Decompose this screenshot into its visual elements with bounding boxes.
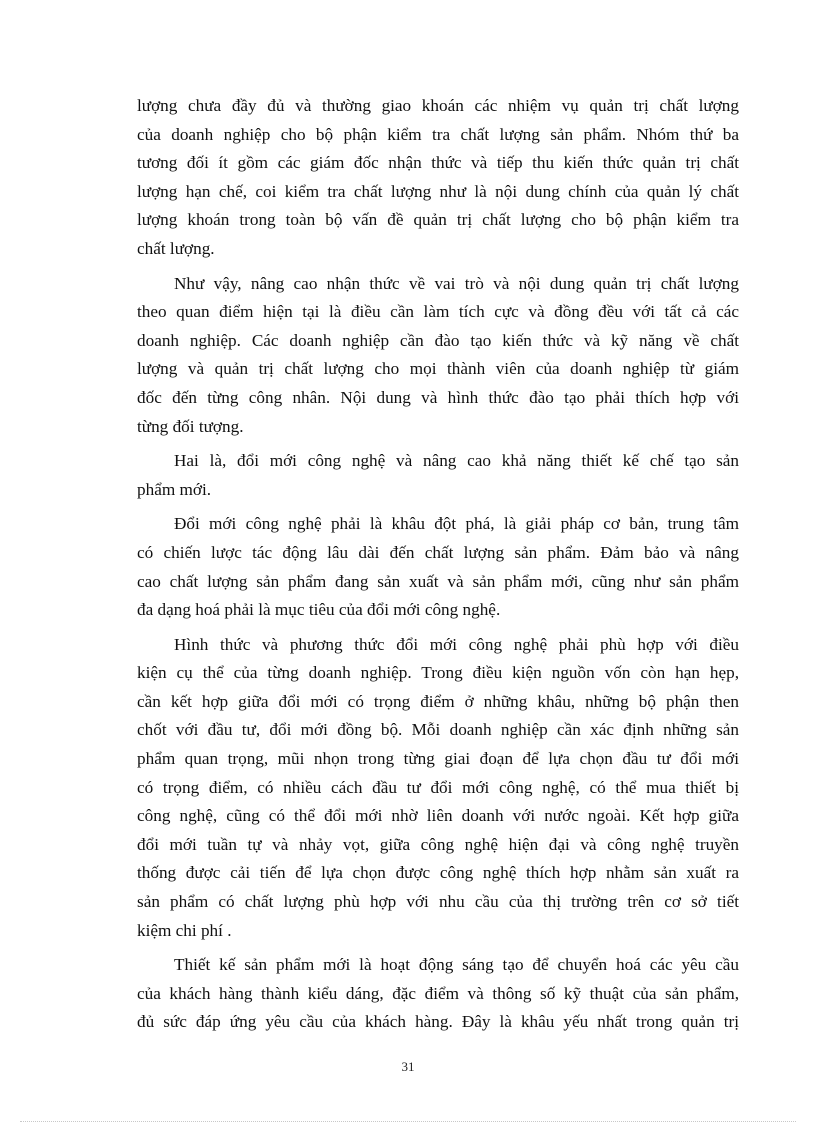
paragraph-line: đa dạng hoá phải là mục tiêu của đổi mới công nghệ. [137,600,501,620]
body-paragraph [137,270,739,442]
paragraph-line: lượng chưa đầy đủ và thường giao khoán các nhiệm vụ quản trị chất lượng [137,96,739,115]
paragraph-line: doanh nghiệp. Các doanh nghiệp cần đào tạo kiến thức và kỹ năng về chất [137,330,739,350]
paragraph-line: kiện cụ thể của từng doanh nghiệp. Trong điều kiện nguồn vốn còn hạn hẹp, [137,663,739,683]
paragraph-line: sản phẩm có chất lượng phù hợp với nhu cầu của thị trường trên cơ sở tiết [137,892,739,912]
paragraph-line: cao chất lượng sản phẩm đang sản xuất và sản phẩm mới, cũng như sản phẩm [137,571,739,591]
body-paragraph [137,510,739,624]
paragraph-line: cần kết hợp giữa đổi mới có trọng điểm ở những khâu, những bộ phận then [137,691,739,711]
document-body [137,92,739,1043]
paragraph-line: kiệm chi phí . [137,920,232,940]
paragraph-line: công nghệ, cũng có thể đổi mới nhờ liên doanh với nước ngoài. Kết hợp giữa [137,806,739,826]
body-paragraph [137,951,739,1037]
paragraph-line: Như vậy, nâng cao nhận thức về vai trò và nội dung quản trị chất lượng [174,273,739,293]
paragraph-line: đổi mới tuần tự và nhảy vọt, giữa công nghệ hiện đại và công nghệ truyền [137,834,739,854]
paragraph-line: tương đối ít gồm các giám đốc nhận thức và tiếp thu kiến thức quản trị chất [137,153,739,173]
paragraph-line: Đổi mới công nghệ phải là khâu đột phá, là giải pháp cơ bản, trung tâm [174,514,739,534]
paragraph-line: chất lượng. [137,238,215,258]
body-paragraph [137,631,739,946]
paragraph-line: theo quan điểm hiện tại là điều cần làm tích cực và đồng đều với tất cả các [137,302,739,322]
paragraph-line: Thiết kế sản phẩm mới là hoạt động sáng tạo để chuyển hoá các yêu cầu [174,955,739,975]
paragraph-line: lượng khoán trong toàn bộ vấn đề quản trị chất lượng cho bộ phận kiểm tra [137,210,739,230]
paragraph-line: chốt với đầu tư, đổi mới đồng bộ. Mỗi doanh nghiệp cần xác định những sản [137,720,739,740]
paragraph-line: lượng hạn chế, coi kiểm tra chất lượng như là nội dung chính của quản lý chất [137,181,739,201]
paragraph-line: phẩm mới. [137,479,212,499]
paragraph-line: Hình thức và phương thức đổi mới công nghệ phải phù hợp với điều [174,634,739,654]
paragraph-line: của khách hàng thành kiểu dáng, đặc điểm và thông số kỹ thuật của sản phẩm, [137,983,739,1003]
paragraph-line: đốc đến từng công nhân. Nội dung và hình thức đào tạo phải thích hợp với [137,387,739,407]
body-paragraph [137,447,739,504]
paragraph-line: lượng và quản trị chất lượng cho mọi thành viên của doanh nghiệp từ giám [137,359,739,379]
paragraph-line: có chiến lược tác động lâu dài đến chất lượng sản phẩm. Đảm bảo và nâng [137,542,739,562]
paragraph-line: đủ sức đáp ứng yêu cầu của khách hàng. Đây là khâu yếu nhất trong quản trị [137,1012,739,1032]
body-paragraph [137,92,739,264]
paragraph-line: thống được cải tiến để lựa chọn được công nghệ thích hợp nhằm sản xuất ra [137,863,739,883]
paragraph-line: của doanh nghiệp cho bộ phận kiểm tra chất lượng sản phẩm. Nhóm thứ ba [137,124,739,144]
paragraph-line: có trọng điểm, có nhiều cách đầu tư đổi mới công nghệ, có thể mua thiết bị [137,777,739,797]
paragraph-line: Hai là, đổi mới công nghệ và nâng cao khả năng thiết kế chế tạo sản [174,451,739,471]
paragraph-line: phẩm quan trọng, mũi nhọn trong từng giai đoạn để lựa chọn đầu tư đổi mới [137,749,739,769]
page-number: 31 [401,1059,415,1074]
page-bottom-divider [20,1121,796,1122]
paragraph-line: từng đối tượng. [137,416,244,436]
